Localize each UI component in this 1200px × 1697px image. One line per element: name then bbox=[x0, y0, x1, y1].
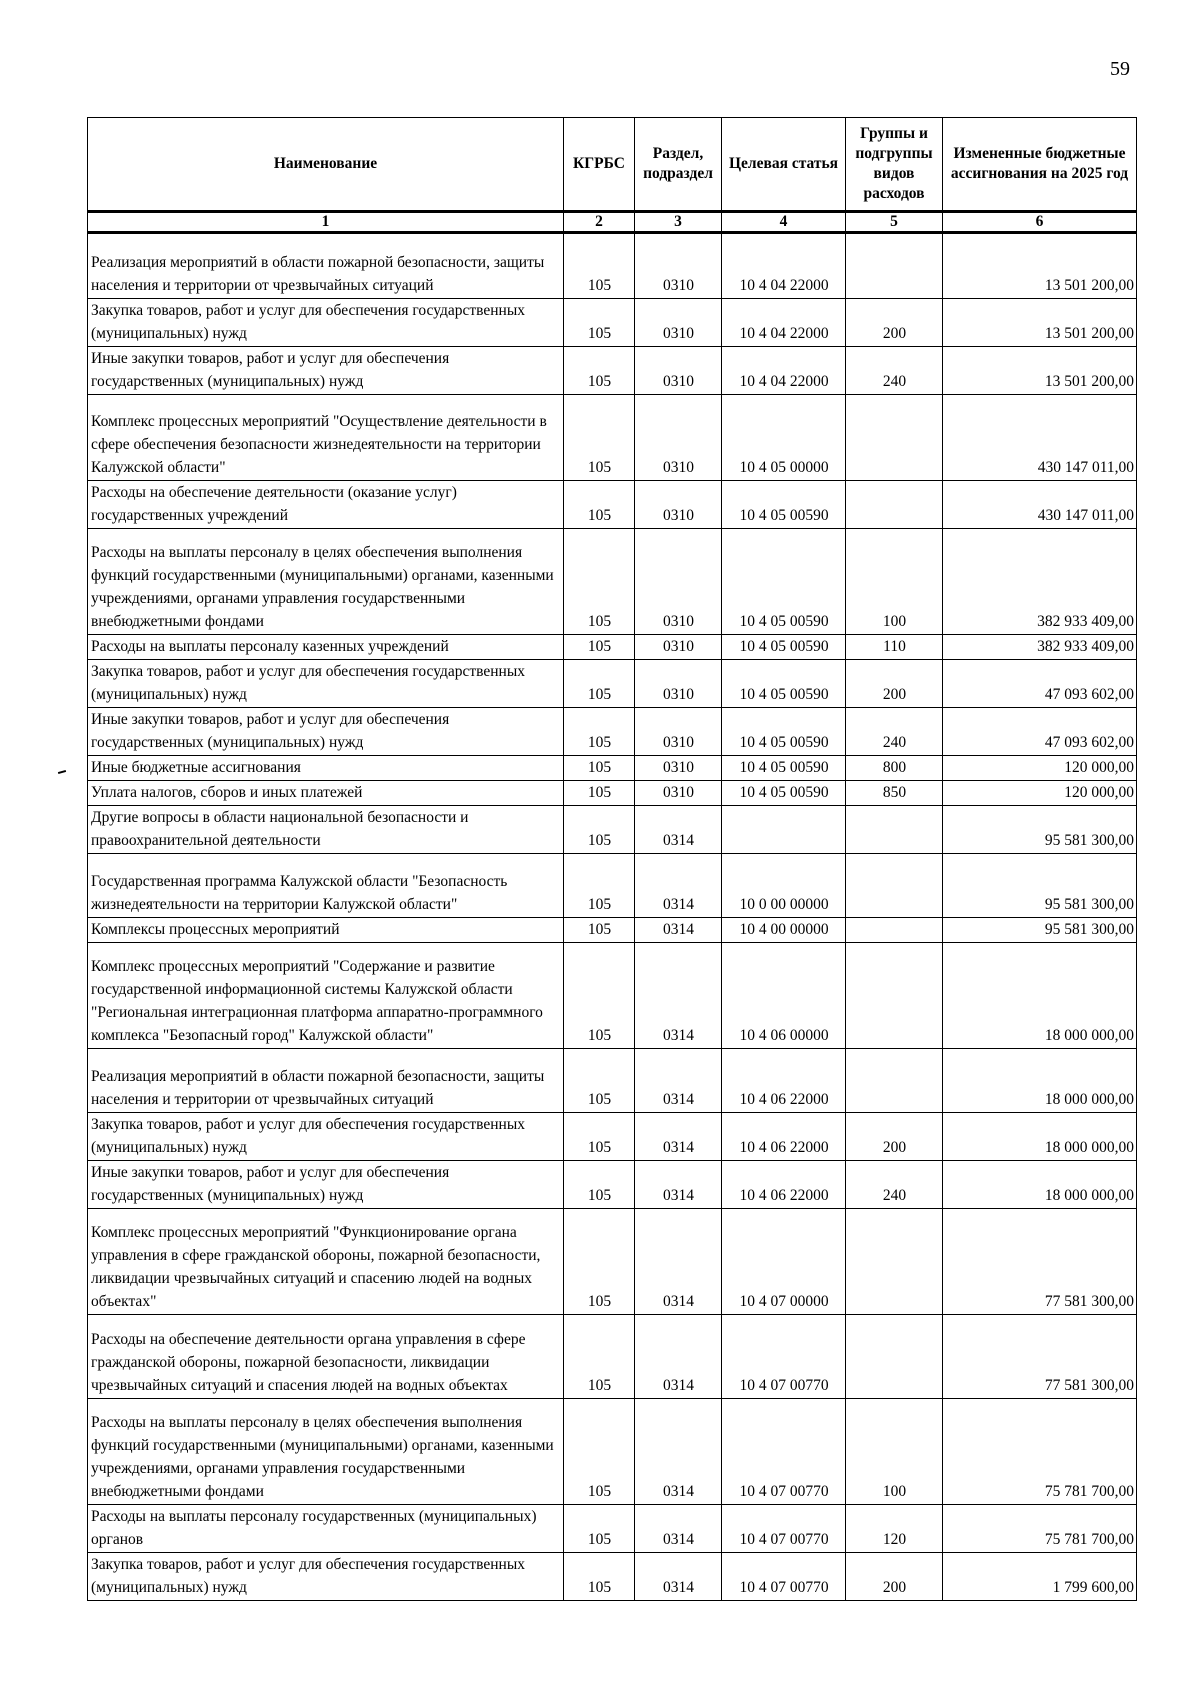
cell-amount: 75 781 700,00 bbox=[943, 1399, 1137, 1505]
cell-kgrbs: 105 bbox=[564, 806, 635, 854]
cell-section: 0310 bbox=[635, 781, 722, 806]
table-body bbox=[88, 233, 1137, 1601]
table-row bbox=[88, 347, 1137, 395]
cell-group: 240 bbox=[846, 1161, 943, 1209]
cell-amount: 95 581 300,00 bbox=[943, 918, 1137, 943]
cell-section: 0310 bbox=[635, 299, 722, 347]
cell-group bbox=[846, 806, 943, 854]
header-target: Целевая статья bbox=[722, 118, 846, 212]
cell-kgrbs: 105 bbox=[564, 347, 635, 395]
cell-name: Закупка товаров, работ и услуг для обеспечения государственных (муниципальных) нужд bbox=[88, 1553, 564, 1601]
table-row bbox=[88, 660, 1137, 708]
cell-group: 200 bbox=[846, 299, 943, 347]
table-row bbox=[88, 806, 1137, 854]
cell-target: 10 4 04 22000 bbox=[722, 347, 846, 395]
cell-amount: 95 581 300,00 bbox=[943, 854, 1137, 918]
cell-name: Расходы на выплаты персоналу в целях обеспечения выполнения функций государственными (муниципальными) органами, казенными учреждениями, органами управления государственными внебюджетными фондами bbox=[88, 1399, 564, 1505]
cell-group: 100 bbox=[846, 1399, 943, 1505]
cell-kgrbs: 105 bbox=[564, 1113, 635, 1161]
table-row bbox=[88, 943, 1137, 1049]
cell-section: 0314 bbox=[635, 854, 722, 918]
col-num-4: 4 bbox=[722, 212, 846, 233]
cell-amount: 18 000 000,00 bbox=[943, 1113, 1137, 1161]
cell-target: 10 4 06 22000 bbox=[722, 1113, 846, 1161]
cell-group: 200 bbox=[846, 660, 943, 708]
table-row bbox=[88, 529, 1137, 635]
cell-target: 10 4 05 00590 bbox=[722, 708, 846, 756]
cell-name: Комплекс процессных мероприятий "Осуществление деятельности в сфере обеспечения безопасности жизнедеятельности на территории Калужской области" bbox=[88, 395, 564, 481]
cell-name: Закупка товаров, работ и услуг для обеспечения государственных (муниципальных) нужд bbox=[88, 660, 564, 708]
cell-target: 10 4 04 22000 bbox=[722, 299, 846, 347]
cell-target: 10 4 07 00770 bbox=[722, 1315, 846, 1399]
table-row bbox=[88, 481, 1137, 529]
cell-section: 0314 bbox=[635, 1161, 722, 1209]
cell-group bbox=[846, 1209, 943, 1315]
cell-amount: 75 781 700,00 bbox=[943, 1505, 1137, 1553]
cell-kgrbs: 105 bbox=[564, 918, 635, 943]
cell-name: Закупка товаров, работ и услуг для обеспечения государственных (муниципальных) нужд bbox=[88, 1113, 564, 1161]
cell-section: 0310 bbox=[635, 395, 722, 481]
cell-group: 100 bbox=[846, 529, 943, 635]
column-number-row bbox=[88, 212, 1137, 233]
cell-group bbox=[846, 854, 943, 918]
cell-target: 10 4 06 00000 bbox=[722, 943, 846, 1049]
cell-target: 10 4 05 00590 bbox=[722, 660, 846, 708]
cell-group bbox=[846, 1315, 943, 1399]
cell-kgrbs: 105 bbox=[564, 708, 635, 756]
cell-name: Иные закупки товаров, работ и услуг для обеспечения государственных (муниципальных) нужд bbox=[88, 347, 564, 395]
cell-section: 0310 bbox=[635, 529, 722, 635]
col-num-5: 5 bbox=[846, 212, 943, 233]
table-row bbox=[88, 1315, 1137, 1399]
cell-amount: 18 000 000,00 bbox=[943, 1049, 1137, 1113]
cell-section: 0310 bbox=[635, 233, 722, 299]
cell-section: 0314 bbox=[635, 1113, 722, 1161]
cell-amount: 13 501 200,00 bbox=[943, 347, 1137, 395]
cell-section: 0310 bbox=[635, 708, 722, 756]
cell-name: Расходы на выплаты персоналу государственных (муниципальных) органов bbox=[88, 1505, 564, 1553]
table-row bbox=[88, 781, 1137, 806]
cell-name: Комплекс процессных мероприятий "Функционирование органа управления в сфере гражданской обороны, пожарной безопасности, ликвидации чрезвычайных ситуаций и спасению людей на водных объектах" bbox=[88, 1209, 564, 1315]
cell-name: Расходы на выплаты персоналу в целях обеспечения выполнения функций государственными (муниципальными) органами, казенными учреждениями, органами управления государственными внебюджетными фондами bbox=[88, 529, 564, 635]
cell-target: 10 4 07 00000 bbox=[722, 1209, 846, 1315]
cell-name: Реализация мероприятий в области пожарной безопасности, защиты населения и территории от чрезвычайных ситуаций bbox=[88, 233, 564, 299]
cell-name: Расходы на выплаты персоналу казенных учреждений bbox=[88, 635, 564, 660]
cell-amount: 430 147 011,00 bbox=[943, 481, 1137, 529]
cell-amount: 13 501 200,00 bbox=[943, 233, 1137, 299]
cell-target: 10 4 05 00000 bbox=[722, 395, 846, 481]
cell-group bbox=[846, 395, 943, 481]
cell-kgrbs: 105 bbox=[564, 781, 635, 806]
header-kgrbs: КГРБС bbox=[564, 118, 635, 212]
table-row bbox=[88, 1113, 1137, 1161]
table-row bbox=[88, 1049, 1137, 1113]
cell-amount: 18 000 000,00 bbox=[943, 1161, 1137, 1209]
cell-target: 10 0 00 00000 bbox=[722, 854, 846, 918]
cell-amount: 95 581 300,00 bbox=[943, 806, 1137, 854]
table-row bbox=[88, 1209, 1137, 1315]
table-row bbox=[88, 756, 1137, 781]
cell-target: 10 4 07 00770 bbox=[722, 1553, 846, 1601]
cell-section: 0314 bbox=[635, 1049, 722, 1113]
table-row bbox=[88, 1553, 1137, 1601]
cell-target: 10 4 07 00770 bbox=[722, 1505, 846, 1553]
stray-mark bbox=[58, 770, 66, 774]
cell-name: Уплата налогов, сборов и иных платежей bbox=[88, 781, 564, 806]
cell-name: Реализация мероприятий в области пожарной безопасности, защиты населения и территории от чрезвычайных ситуаций bbox=[88, 1049, 564, 1113]
cell-name: Расходы на обеспечение деятельности (оказание услуг) государственных учреждений bbox=[88, 481, 564, 529]
cell-section: 0310 bbox=[635, 635, 722, 660]
cell-kgrbs: 105 bbox=[564, 529, 635, 635]
table-row bbox=[88, 918, 1137, 943]
cell-amount: 120 000,00 bbox=[943, 756, 1137, 781]
cell-section: 0314 bbox=[635, 1505, 722, 1553]
cell-group: 200 bbox=[846, 1553, 943, 1601]
cell-section: 0314 bbox=[635, 1315, 722, 1399]
cell-kgrbs: 105 bbox=[564, 1553, 635, 1601]
cell-target: 10 4 05 00590 bbox=[722, 756, 846, 781]
cell-section: 0314 bbox=[635, 918, 722, 943]
cell-amount: 382 933 409,00 bbox=[943, 529, 1137, 635]
cell-kgrbs: 105 bbox=[564, 756, 635, 781]
cell-amount: 18 000 000,00 bbox=[943, 943, 1137, 1049]
cell-section: 0310 bbox=[635, 660, 722, 708]
cell-section: 0310 bbox=[635, 481, 722, 529]
cell-name: Государственная программа Калужской области "Безопасность жизнедеятельности на территории Калужской области" bbox=[88, 854, 564, 918]
cell-target: 10 4 06 22000 bbox=[722, 1049, 846, 1113]
header-section: Раздел, подраздел bbox=[635, 118, 722, 212]
cell-group: 850 bbox=[846, 781, 943, 806]
cell-name: Закупка товаров, работ и услуг для обеспечения государственных (муниципальных) нужд bbox=[88, 299, 564, 347]
cell-group bbox=[846, 918, 943, 943]
cell-target: 10 4 05 00590 bbox=[722, 481, 846, 529]
cell-kgrbs: 105 bbox=[564, 395, 635, 481]
cell-name: Комплекс процессных мероприятий "Содержание и развитие государственной информационной системы Калужской области "Региональная интеграционная платформа аппаратно-программного комплекса "Безопасный город" Калужской области" bbox=[88, 943, 564, 1049]
page-number: 59 bbox=[1110, 58, 1130, 80]
cell-target: 10 4 05 00590 bbox=[722, 529, 846, 635]
cell-name: Другие вопросы в области национальной безопасности и правоохранительной деятельности bbox=[88, 806, 564, 854]
cell-group: 110 bbox=[846, 635, 943, 660]
cell-kgrbs: 105 bbox=[564, 233, 635, 299]
cell-group bbox=[846, 943, 943, 1049]
cell-group: 120 bbox=[846, 1505, 943, 1553]
cell-section: 0314 bbox=[635, 1209, 722, 1315]
table-row bbox=[88, 1399, 1137, 1505]
cell-amount: 1 799 600,00 bbox=[943, 1553, 1137, 1601]
cell-target: 10 4 06 22000 bbox=[722, 1161, 846, 1209]
cell-kgrbs: 105 bbox=[564, 1209, 635, 1315]
cell-section: 0310 bbox=[635, 347, 722, 395]
cell-amount: 77 581 300,00 bbox=[943, 1315, 1137, 1399]
header-groups: Группы и подгруппы видов расходов bbox=[846, 118, 943, 212]
table-row bbox=[88, 299, 1137, 347]
col-num-1: 1 bbox=[88, 212, 564, 233]
cell-name: Иные закупки товаров, работ и услуг для обеспечения государственных (муниципальных) нужд bbox=[88, 708, 564, 756]
cell-amount: 382 933 409,00 bbox=[943, 635, 1137, 660]
cell-target: 10 4 05 00590 bbox=[722, 781, 846, 806]
header-row bbox=[88, 118, 1137, 212]
cell-name: Расходы на обеспечение деятельности органа управления в сфере гражданской обороны, пожарной безопасности, ликвидации чрезвычайных ситуаций и спасения людей на водных объектах bbox=[88, 1315, 564, 1399]
cell-section: 0310 bbox=[635, 756, 722, 781]
cell-section: 0314 bbox=[635, 1553, 722, 1601]
cell-amount: 430 147 011,00 bbox=[943, 395, 1137, 481]
cell-kgrbs: 105 bbox=[564, 1161, 635, 1209]
table-row bbox=[88, 708, 1137, 756]
header-name: Наименование bbox=[88, 118, 564, 212]
budget-table bbox=[87, 117, 1137, 1601]
cell-kgrbs: 105 bbox=[564, 1399, 635, 1505]
cell-target: 10 4 07 00770 bbox=[722, 1399, 846, 1505]
cell-target: 10 4 04 22000 bbox=[722, 233, 846, 299]
table-row bbox=[88, 854, 1137, 918]
cell-amount: 77 581 300,00 bbox=[943, 1209, 1137, 1315]
table-row bbox=[88, 1161, 1137, 1209]
cell-kgrbs: 105 bbox=[564, 481, 635, 529]
cell-target: 10 4 00 00000 bbox=[722, 918, 846, 943]
cell-group: 240 bbox=[846, 708, 943, 756]
cell-kgrbs: 105 bbox=[564, 635, 635, 660]
cell-section: 0314 bbox=[635, 1399, 722, 1505]
cell-amount: 47 093 602,00 bbox=[943, 660, 1137, 708]
cell-group: 200 bbox=[846, 1113, 943, 1161]
cell-group bbox=[846, 1049, 943, 1113]
col-num-6: 6 bbox=[943, 212, 1137, 233]
table-row bbox=[88, 395, 1137, 481]
cell-kgrbs: 105 bbox=[564, 1315, 635, 1399]
cell-target: 10 4 05 00590 bbox=[722, 635, 846, 660]
cell-kgrbs: 105 bbox=[564, 943, 635, 1049]
cell-section: 0314 bbox=[635, 806, 722, 854]
table-row bbox=[88, 1505, 1137, 1553]
col-num-3: 3 bbox=[635, 212, 722, 233]
cell-amount: 13 501 200,00 bbox=[943, 299, 1137, 347]
header-amount: Измененные бюджетные ассигнования на 2025 год bbox=[943, 118, 1137, 212]
cell-kgrbs: 105 bbox=[564, 660, 635, 708]
table-row bbox=[88, 233, 1137, 299]
table-row bbox=[88, 635, 1137, 660]
cell-section: 0314 bbox=[635, 943, 722, 1049]
cell-group: 240 bbox=[846, 347, 943, 395]
cell-name: Комплексы процессных мероприятий bbox=[88, 918, 564, 943]
cell-amount: 47 093 602,00 bbox=[943, 708, 1137, 756]
cell-name: Иные закупки товаров, работ и услуг для обеспечения государственных (муниципальных) нужд bbox=[88, 1161, 564, 1209]
cell-kgrbs: 105 bbox=[564, 1505, 635, 1553]
cell-name: Иные бюджетные ассигнования bbox=[88, 756, 564, 781]
col-num-2: 2 bbox=[564, 212, 635, 233]
cell-kgrbs: 105 bbox=[564, 299, 635, 347]
cell-kgrbs: 105 bbox=[564, 1049, 635, 1113]
cell-amount: 120 000,00 bbox=[943, 781, 1137, 806]
cell-group bbox=[846, 481, 943, 529]
cell-kgrbs: 105 bbox=[564, 854, 635, 918]
cell-group bbox=[846, 233, 943, 299]
cell-target bbox=[722, 806, 846, 854]
cell-group: 800 bbox=[846, 756, 943, 781]
